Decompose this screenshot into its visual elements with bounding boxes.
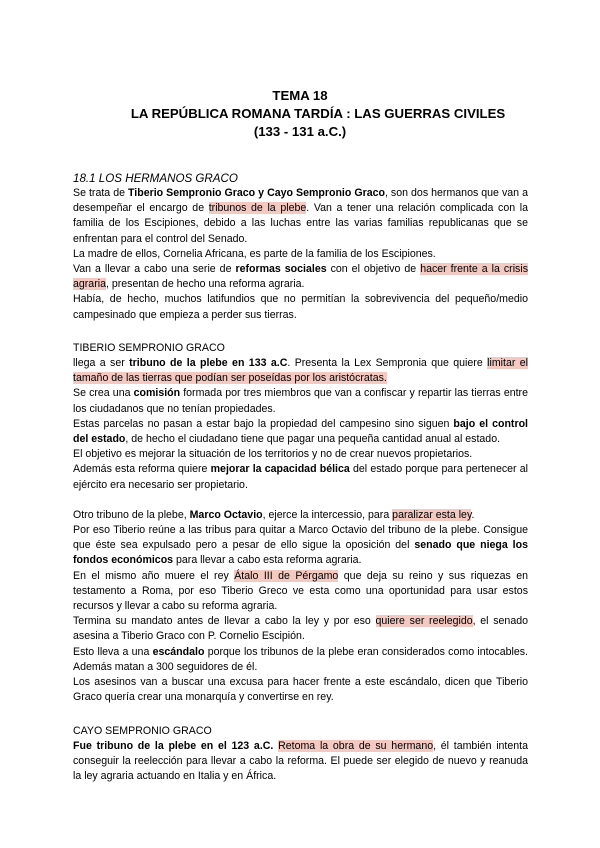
section-heading-tiberio: TIBERIO SEMPRONIO GRACO: [73, 341, 225, 354]
paragraph: Se crea una comisión formada por tres miembros que van a confiscar y repartir las tierras entre los ciudadanos que no tenían propiedades.: [73, 387, 528, 415]
highlight: paralizar esta ley: [392, 508, 472, 521]
paragraph: Se trata de Tiberio Sempronio Graco y Cayo Sempronio Graco, son dos hermanos que van a desempeñar el encargo de tribunos de la plebe. Van a tener una relación complicada con la familia de los Escipiones, debido a las luchas entre las varias familias republicanas que se enfrentan para el control del Senado.: [73, 187, 528, 245]
highlight: Retoma la obra de su hermano: [278, 739, 434, 752]
highlight: limitar el tamaño de las tierras que podían ser poseídas por los aristócratas.: [73, 357, 528, 385]
section-heading-hermanos-graco: 18.1 LOS HERMANOS GRACO: [73, 172, 238, 185]
doc-title-main: LA REPÚBLICA ROMANA TARDÍA : LAS GUERRAS CIVILES: [130, 106, 506, 121]
paragraph: Los asesinos van a buscar una excusa para hacer frente a este escándalo, dicen que Tiberio Graco quería crear una monarquía y convertirse en rey.: [73, 676, 528, 704]
paragraph: El objetivo es mejorar la situación de los territorios y no de crear nuevos propietarios.: [73, 448, 473, 461]
document-body: [73, 171, 528, 784]
section-heading-cayo: CAYO SEMPRONIO GRACO: [73, 724, 212, 737]
highlight: hacer frente a la crisis agraria: [73, 263, 528, 291]
paragraph: llega a ser tribuno de la plebe en 133 a.C. Presenta la Lex Sempronia que quiere limitar el tamaño de las tierras que podían ser poseídas por los aristócratas.: [73, 357, 528, 385]
paragraph: Había, de hecho, muchos latifundios que no permitían la sobrevivencia del pequeño/medio campesinado que empieza a perder sus tierras.: [73, 293, 528, 321]
paragraph: En el mismo año muere el rey Átalo III de Pérgamo que deja su reino y sus riquezas en testamento a Roma, por eso Tiberio Greco ve esta como una oportunidad para usar estos recursos y llevar a cabo su reforma agraria.: [73, 569, 528, 613]
paragraph: Estas parcelas no pasan a estar bajo la propiedad del campesino sino siguen bajo el control del estado, de hecho el ciudadano tiene que pagar una pequeña cantidad anual al estado.: [73, 417, 528, 446]
paragraph: Fue tribuno de la plebe en el 123 a.C. Retoma la obra de su hermano, él también intenta conseguir la reelección para llevar a cabo la reforma. El puede ser elegido de nuevo y reanuda la ley agraria actuando en Italia y en África.: [73, 739, 528, 783]
paragraph: Además esta reforma quiere mejorar la capacidad bélica del estado porque para pertenecer al ejército era necesario ser propietario.: [73, 463, 528, 491]
paragraph: Por eso Tiberio reúne a las tribus para quitar a Marco Octavio del tribuno de la plebe. Consigue que éste sea expulsado pero a pesar de ello sigue la oposición del senado que niega los fondos económicos para llevar a cabo esta reforma agraria.: [73, 524, 528, 567]
doc-title-dates: (133 - 131 a.C.): [253, 124, 347, 139]
paragraph: La madre de ellos, Cornelia Africana, es parte de la familia de los Escipiones.: [73, 247, 436, 260]
highlight: quiere ser reelegido: [375, 615, 473, 628]
highlight: tribunos de la plebe: [208, 202, 307, 215]
paragraph: Esto lleva a una escándalo porque los tribunos de la plebe eran considerados como intocables. Además matan a 300 seguidores de él.: [73, 645, 528, 673]
highlight: Átalo III de Pérgamo: [234, 569, 339, 582]
paragraph: Van a llevar a cabo una serie de reformas sociales con el objetivo de hacer frente a la crisis agraria, presentan de hecho una reforma agraria.: [73, 263, 528, 291]
paragraph: Otro tribuno de la plebe, Marco Octavio, ejerce la intercessio, para paralizar esta ley.: [73, 508, 475, 521]
paragraph: Termina su mandato antes de llevar a cabo la ley y por eso quiere ser reelegido, el senado asesina a Tiberio Graco con P. Cornelio Escipión.: [73, 615, 528, 643]
doc-title-topic: TEMA 18: [272, 88, 328, 103]
